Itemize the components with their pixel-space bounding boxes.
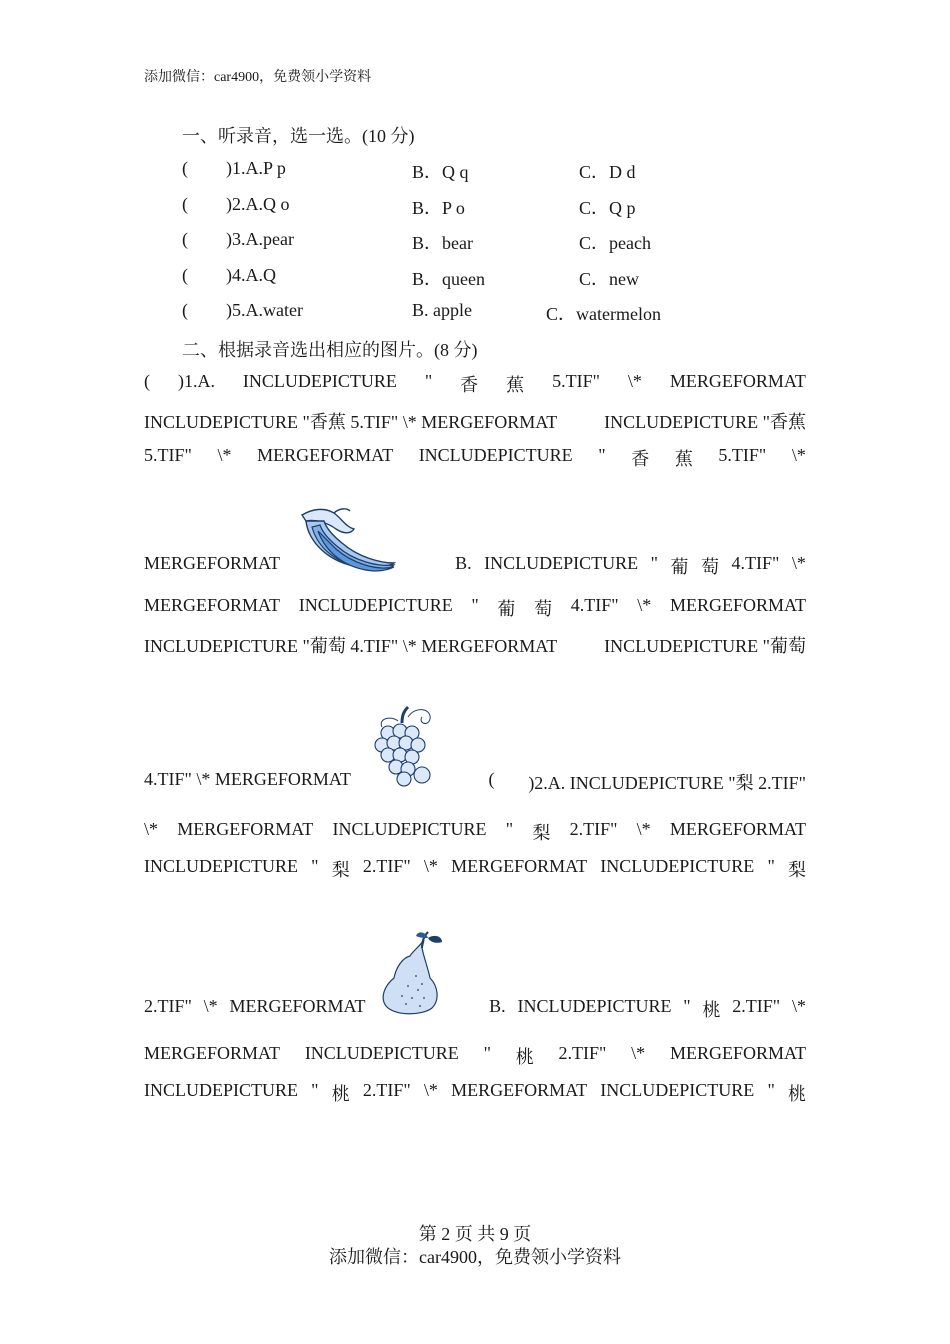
question-option-a: )3.A.pear bbox=[226, 229, 294, 249]
word: " bbox=[650, 553, 658, 573]
word: 桃 bbox=[515, 1047, 534, 1067]
word: 葡 bbox=[497, 599, 516, 619]
word: 香 bbox=[631, 449, 650, 469]
word: 4.TIF" bbox=[570, 595, 619, 615]
grape-picture bbox=[370, 705, 442, 789]
word: \* bbox=[217, 445, 232, 465]
word: \* bbox=[636, 819, 651, 839]
word: " bbox=[505, 819, 514, 839]
question-option-b: B．queen bbox=[412, 269, 485, 289]
word: \* bbox=[637, 595, 652, 615]
question-blank: ( bbox=[182, 229, 188, 249]
word: 萄 bbox=[534, 599, 553, 619]
word: )1.A. bbox=[177, 371, 215, 391]
word: INCLUDEPICTURE bbox=[600, 1080, 755, 1100]
word: 桃 bbox=[788, 1084, 806, 1104]
question-blank: ( bbox=[182, 265, 188, 285]
word: 桃 bbox=[702, 1000, 721, 1020]
word: INCLUDEPICTURE bbox=[304, 1043, 459, 1063]
question-option-b: B．Q q bbox=[412, 162, 469, 182]
word: 蕉 bbox=[674, 449, 693, 469]
question-blank: ( bbox=[182, 158, 188, 178]
word: INCLUDEPICTURE "葡萄 4.TIF" \* MERGEFORMAT bbox=[144, 636, 558, 656]
text-line bbox=[144, 996, 806, 1022]
word: \* bbox=[423, 1080, 438, 1100]
word: B. bbox=[489, 996, 506, 1016]
word: MERGEFORMAT bbox=[669, 1043, 806, 1063]
text-line bbox=[144, 445, 806, 471]
text-line bbox=[144, 632, 806, 658]
text-line bbox=[144, 819, 806, 845]
word: INCLUDEPICTURE bbox=[418, 445, 573, 465]
word: )2.A. INCLUDEPICTURE "梨 2.TIF" bbox=[528, 773, 806, 793]
word: 2.TIF" bbox=[362, 1080, 411, 1100]
word: 2.TIF" bbox=[558, 1043, 607, 1063]
word: MERGEFORMAT bbox=[177, 819, 314, 839]
text-line bbox=[144, 1080, 806, 1106]
word: 2.TIF" bbox=[144, 996, 192, 1016]
text-line bbox=[144, 595, 806, 621]
question-option-b: B．bear bbox=[412, 233, 473, 253]
word: " bbox=[483, 1043, 491, 1063]
word: MERGEFORMAT bbox=[451, 1080, 588, 1100]
word: 5.TIF" bbox=[144, 445, 192, 465]
word: 梨 bbox=[788, 860, 806, 880]
word: INCLUDEPICTURE bbox=[144, 1080, 298, 1100]
question-option-c: C．watermelon bbox=[546, 304, 661, 324]
word: 2.TIF" bbox=[732, 996, 781, 1016]
word: \* bbox=[791, 996, 806, 1016]
word: MERGEFORMAT bbox=[451, 856, 588, 876]
question-option-b: B．P o bbox=[412, 198, 465, 218]
word: " bbox=[683, 996, 691, 1016]
word: \* bbox=[791, 445, 806, 465]
word: MERGEFORMAT bbox=[144, 595, 281, 615]
word: MERGEFORMAT bbox=[669, 819, 806, 839]
header-watermark: 添加微信：car4900，免费领小学资料 bbox=[144, 70, 372, 85]
word: 蕉 bbox=[506, 375, 525, 395]
text-line bbox=[144, 371, 806, 397]
word: 5.TIF" bbox=[552, 371, 600, 391]
word: " bbox=[767, 856, 775, 876]
word: \* bbox=[791, 553, 806, 573]
footer-watermark: 添加微信：car4900，免费领小学资料 bbox=[329, 1247, 621, 1267]
word: MERGEFORMAT bbox=[144, 1043, 281, 1063]
word: " bbox=[424, 371, 433, 391]
word: 梨 bbox=[532, 823, 551, 843]
word: INCLUDEPICTURE "香蕉 bbox=[604, 412, 806, 432]
word: INCLUDEPICTURE bbox=[332, 819, 487, 839]
word: 香 bbox=[460, 375, 479, 395]
word: MERGEFORMAT bbox=[669, 371, 806, 391]
word: B. bbox=[455, 553, 472, 573]
word: 2.TIF" bbox=[362, 856, 411, 876]
word: \* bbox=[203, 996, 218, 1016]
question-option-a: )1.A.P p bbox=[226, 158, 286, 178]
word: 2.TIF" bbox=[569, 819, 618, 839]
word: INCLUDEPICTURE bbox=[517, 996, 672, 1016]
banana-picture bbox=[298, 505, 398, 577]
word: INCLUDEPICTURE bbox=[484, 553, 639, 573]
word: " bbox=[471, 595, 479, 615]
word: INCLUDEPICTURE bbox=[242, 371, 397, 391]
word: INCLUDEPICTURE "香蕉 5.TIF" \* MERGEFORMAT bbox=[144, 412, 558, 432]
word: ( bbox=[144, 371, 150, 391]
question-option-a: )2.A.Q o bbox=[226, 194, 290, 214]
word: MERGEFORMAT bbox=[257, 445, 394, 465]
word: 4.TIF" \* MERGEFORMAT bbox=[144, 769, 351, 789]
word: INCLUDEPICTURE bbox=[600, 856, 755, 876]
word: MERGEFORMAT bbox=[144, 553, 281, 573]
word: \* bbox=[627, 371, 642, 391]
word: 4.TIF" bbox=[731, 553, 780, 573]
section1-title: 一、听录音，选一选。(10 分) bbox=[182, 126, 415, 146]
word: " bbox=[311, 1080, 319, 1100]
word: 5.TIF" bbox=[718, 445, 767, 465]
word: 桃 bbox=[331, 1084, 350, 1104]
question-option-c: C．peach bbox=[579, 233, 651, 253]
word: INCLUDEPICTURE bbox=[298, 595, 453, 615]
question-option-a: )5.A.water bbox=[226, 300, 303, 320]
pear-picture bbox=[378, 928, 446, 1016]
question-option-a: )4.A.Q bbox=[226, 265, 276, 285]
text-line bbox=[144, 856, 806, 882]
word: INCLUDEPICTURE "葡萄 bbox=[604, 636, 806, 656]
text-line bbox=[144, 408, 806, 434]
question-blank: ( bbox=[182, 300, 188, 320]
word: MERGEFORMAT bbox=[669, 595, 806, 615]
word: INCLUDEPICTURE bbox=[144, 856, 298, 876]
word: 梨 bbox=[331, 860, 350, 880]
word: ( bbox=[488, 769, 495, 789]
question-option-c: C．Q p bbox=[579, 198, 636, 218]
text-line bbox=[144, 1043, 806, 1069]
word: \* bbox=[144, 819, 159, 839]
word: 葡 bbox=[670, 557, 689, 577]
text-line bbox=[144, 769, 806, 795]
word: " bbox=[311, 856, 319, 876]
word: " bbox=[767, 1080, 775, 1100]
question-option-c: C．D d bbox=[579, 162, 636, 182]
word: 萄 bbox=[701, 557, 719, 577]
question-option-b: B. apple bbox=[412, 300, 472, 320]
word: MERGEFORMAT bbox=[229, 996, 366, 1016]
word: " bbox=[598, 445, 606, 465]
text-line bbox=[144, 553, 806, 579]
page-number: 第 2 页 共 9 页 bbox=[418, 1224, 532, 1244]
word: \* bbox=[631, 1043, 646, 1063]
word: \* bbox=[423, 856, 438, 876]
question-option-c: C．new bbox=[579, 269, 639, 289]
section2-title: 二、根据录音选出相应的图片。(8 分) bbox=[182, 340, 478, 360]
question-blank: ( bbox=[182, 194, 188, 214]
